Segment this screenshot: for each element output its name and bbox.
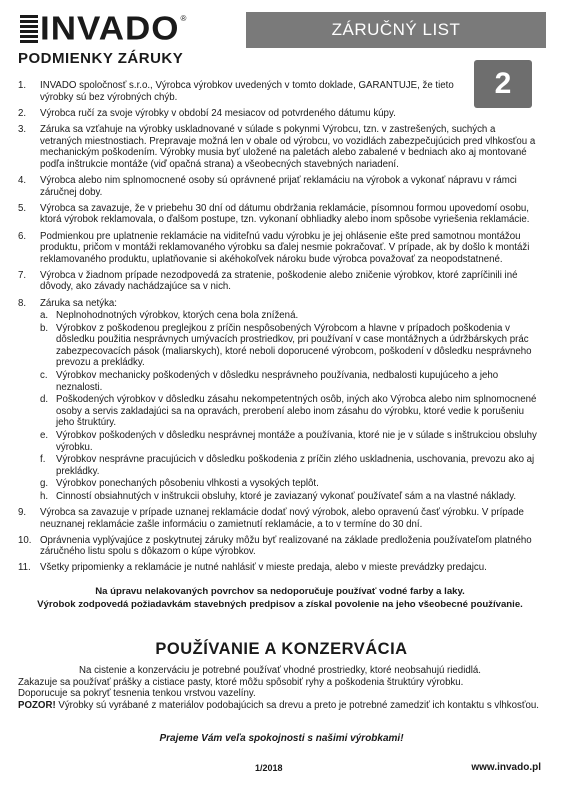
document-title: ZÁRUČNÝ LIST [246,12,546,48]
list-item: 4. Výrobca alebo nim splnomocnené osoby sú oprávnené prijať reklamáciu na výrobok a vykonať nápravu v rámci záručnej doby. [18,175,517,198]
warranty-conditions-list [18,68,538,579]
section-title-care: POUŽÍVANIE A KONZERVÁCIA [155,640,408,658]
notice-building-approval: Výrobok zodpovedá požiadavkám stavebných predpisov a získal povolenie na jeho všeobecné používanie. [37,599,523,610]
list-item: 7. Výrobca v žiadnom prípade nezodpovedá za stratenie, poškodenie alebo zničenie výrobkov, ktoré zapríčinili iné dôvody, ako závady nachádzajúce sa v nich. [18,269,518,293]
care-line: Na cistenie a konzerváciu je potrebné používať vhodné prostriedky, ktoré neobsahujú riedidlá. [79,665,481,676]
exclusion-item: c. Výrobkov mechanicky poškodených v dôsledku nesprávneho používania, nedbalosti kupujúceho a jeho neznalosti. [40,370,499,393]
list-item: 6. Podmienkou pre uplatnenie reklamácie na viditeľnú vadu výrobku je jej ohlásenie ešte pred samotnou montážou produktu, pričom v montáži reklamovaného výrobku sa ďalej nesmie pokračovať. V prípade, ak by došlo k montáži reklamovaného produktu, uplatňovanie si akéhokoľvek nároku bude výrobca považovať za neopodstatnené. [18,230,530,265]
logo-wordmark: INVADO [40,10,180,48]
list-item: 5. Výrobca sa zavazuje, že v priebehu 30 dní od dátumu obdržania reklamácie, písomnou formou upovedomí osobu, ktorá výrobok reklamovala, o ďalšom postupe, tzn. vykonaní obhliadky alebo inom spôsobe vyriešenia reklamácie. [18,202,530,226]
list-item-exclusions: 8. Záruka sa netýka: a. Neplnohodnotných výrobkov, ktorých cena bola znížená. b. Výrobkov z poškodenou preglejkou z príčin nespôsobených Výrobcom a hlavne v prípadoch poškodenia v dôsledku použitia nesprávnych umývacích prostriedkov, pri používaní v case montážnych a údržbárskych prác zabezpecovacích pások (maliarskych), ktoré neboli doporucené výrobcom, poškodení v dôsledku nesprávneho prevozu a prekládky. c. Výrobkov mechanicky poškodených v dôsledku nesprávneho používania, nedbalosti kupujúceho a jeho neznalosti. d. Poškodených výrobkov v dôsledku zásahu nekompetentných osôb, iných ako Výrobca alebo nim splnomocnené osoby a servis zakladajúci sa na opravách, prerobení alebo inom zásahu do výrobku, ktoré vedie k porušeniu jeho štruktúry. e. Výrobkov poškodených v dôsledku nesprávnej montáže a používania, ktoré nie je v súlade s inštrukciou obsluhy výrobku. f. Výrobkov nesprávne pracujúcich v dôsledku poškodenia z príčin zlého uskladnenia, uschovania, prevozu ako aj prekládky. g. Výrobkov ponechaných pôsobeniu vlhkosti a vysokých teplôt. h. Cinností obsiahnutých v inštrukcii obsluhy, ktoré je zaviazaný vykonať používateľ sám a na vlastné náklady. [18,297,537,502]
list-item: 1. INVADO spoločnosť s.r.o., Výrobca výrobkov uvedených v tomto doklade, GARANTUJE, že tieto výrobky sú bez výrobných chýb. [18,80,454,103]
exclusion-item: e. Výrobkov poškodených v dôsledku nesprávnej montáže a používania, ktoré nie je v súlade s inštrukciou obsluhy výrobku. [40,430,537,453]
care-warning [18,700,542,712]
invado-logo [20,12,186,46]
list-item: 3. Záruka sa vzťahuje na výrobky uskladnované v súlade s pokynmi Výrobcu, tzn. v zastrešených, suchých a vetraných miestnostiach. Prepravaje možná len v obale od výrobcu, vo vozidlách zabezpečujúcich pred vlhkosťou a mechanickým poškodením. Výrobky musia byť uložené na paletách alebo zabalené v bedniach ako aj montované podľa inštrukcie montáže (viď opačná strana) a všeobecných stavebných nariadení. [18,124,536,171]
care-line: Doporucuje sa pokryť tesnenia tenkou vrstvou vazelíny. [18,688,256,700]
registered-mark: ® [180,14,187,23]
exclusion-item: d. Poškodených výrobkov v dôsledku zásahu nekompetentných osôb, iných ako Výrobca alebo nim splnomocnené osoby a servis zakladajúci sa na opravách, prerobení alebo inom zásahu do výrobku, ktoré vedie k porušeniu jeho štruktúry. [40,394,537,429]
section-title-warranty: PODMIENKY ZÁRUKY [18,50,184,67]
exclusion-item: b. Výrobkov z poškodenou preglejkou z príčin nespôsobených Výrobcom a hlavne v prípadoch poškodenia v dôsledku použitia nesprávnych umývacích prostriedkov, pri používaní v case montážnych a údržbárskych prác zabezpecovacích pások (maliarskych), ktoré neboli doporucené výrobcom, poškodení v dôsledku nesprávneho prevozu a prekládky. [40,322,532,369]
notice-paint: Na úpravu nelakovaných povrchov sa nedoporučuje používať vodné farby a laky. [95,586,465,597]
thanks-message: Prajeme Vám veľa spokojnosti s našimi výrobkami! [159,733,404,744]
exclusion-item: f. Výrobkov nesprávne pracujúcich v dôsledku poškodenia z príčin zlého uskladnenia, uschovania, prevozu ako aj prekládky. [40,454,535,477]
page-number-badge: 2 [474,60,532,108]
list-item: 10. Oprávnenia vyplývajúce z poskytnutej záruky môžu byť realizované na základe predloženia používateľom platného záručného listu spolu s dôkazom o kúpe výrobkov. [18,534,532,558]
document-header [20,10,546,46]
logo-stripes-icon [20,15,38,43]
exclusion-item: g. Výrobkov ponechaných pôsobeniu vlhkosti a vysokých teplôt. [40,478,319,490]
footer-date: 1/2018 [255,763,283,773]
list-item: 11. Všetky pripomienky a reklamácie je nutné nahlásiť v mieste predaja, alebo v mieste prevádzky predajcu. [18,562,487,574]
exclusion-item: a. Neplnohodnotných výrobkov, ktorých cena bola znížená. [40,310,299,322]
list-item: 2. Výrobca ručí za svoje výrobky v období 24 mesiacov od potvrdeného dátumu kúpy. [18,107,396,119]
warning-label: POZOR! [18,699,56,711]
care-line: Zakazuje sa používať prášky a cistiace pasty, ktoré môžu spôsobiť ryhy a poškodenia štruktúry výrobku. [18,676,464,688]
warning-text: Výrobky sú vyrábané z materiálov podobajúcich sa drevu a preto je potrebné zamedziť ich kontaktu s vlhkosťou. [55,699,539,711]
list-item: 9. Výrobca sa zavazuje v prípade uznanej reklamácie dodať nový výrobok, alebo opravenú časť výrobku. V prípade neuznanej reklamácie zašle informáciu o zamietnutí reklamácie, a to v termíne do 30 dní. [18,507,524,530]
exclusion-item: h. Cinností obsiahnutých v inštrukcii obsluhy, ktoré je zaviazaný vykonať používateľ sám a na vlastné náklady. [40,491,517,502]
footer-website-link[interactable]: www.invado.pl [471,762,541,773]
care-instructions [18,665,542,711]
